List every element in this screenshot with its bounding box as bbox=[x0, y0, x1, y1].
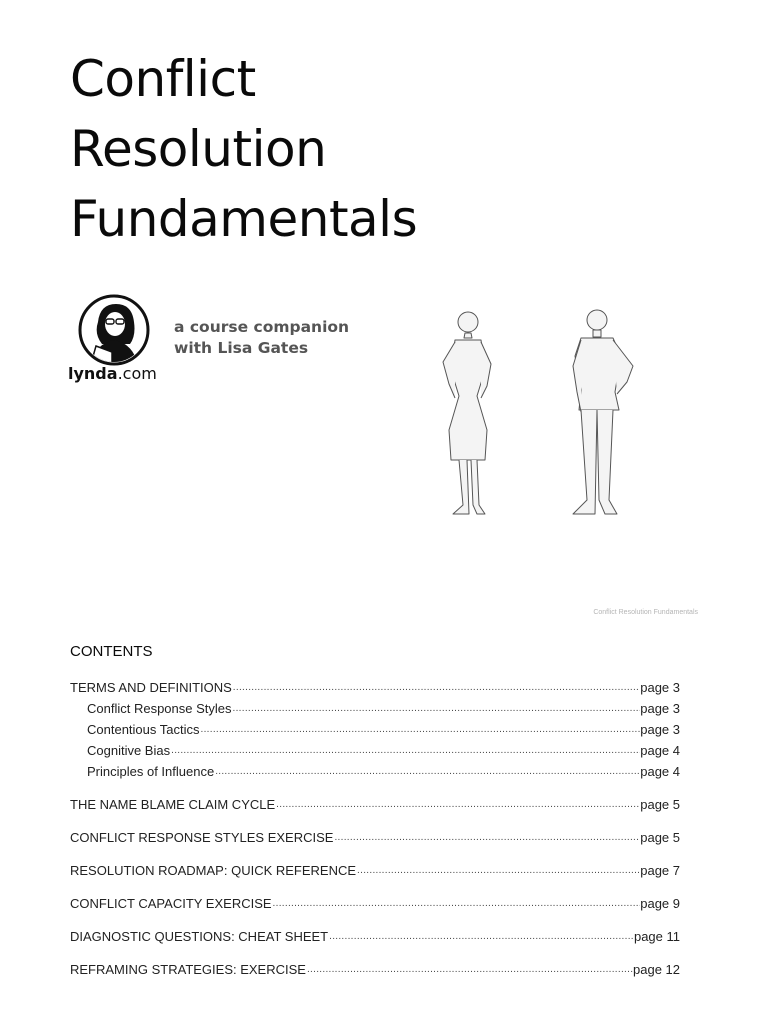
toc-entry-label: RESOLUTION ROADMAP: QUICK REFERENCE bbox=[70, 863, 357, 878]
logo-wordmark bbox=[68, 364, 168, 383]
toc-page-number: page 7 bbox=[640, 863, 680, 878]
toc-subentry[interactable] bbox=[70, 761, 680, 782]
logo-suffix: .com bbox=[117, 364, 157, 383]
toc-leader-dots bbox=[328, 926, 634, 947]
toc-page-number: page 9 bbox=[640, 896, 680, 911]
toc-entry[interactable] bbox=[70, 926, 680, 947]
toc-leader-dots bbox=[214, 761, 640, 782]
contents-heading: CONTENTS bbox=[70, 643, 153, 660]
title-line: Conflict bbox=[70, 50, 256, 108]
toc-page-number: page 3 bbox=[640, 722, 680, 737]
toc-page-number: page 5 bbox=[640, 797, 680, 812]
running-header: Conflict Resolution Fundamentals bbox=[593, 609, 698, 616]
toc-page-number: page 11 bbox=[633, 929, 680, 944]
toc-entry[interactable] bbox=[70, 827, 680, 848]
companion-line: a course companion bbox=[174, 318, 350, 336]
toc-leader-dots bbox=[232, 677, 640, 698]
toc-entry-label: Principles of Influence bbox=[87, 764, 215, 779]
logo-brand: lynda bbox=[68, 364, 118, 383]
toc-entry[interactable] bbox=[70, 794, 680, 815]
table-of-contents bbox=[70, 677, 680, 980]
toc-leader-dots bbox=[232, 698, 641, 719]
toc-leader-dots bbox=[333, 827, 640, 848]
toc-entry-label: CONFLICT CAPACITY EXERCISE bbox=[70, 896, 272, 911]
toc-entry[interactable] bbox=[70, 677, 680, 698]
toc-page-number: page 5 bbox=[640, 830, 680, 845]
toc-entry-label: DIAGNOSTIC QUESTIONS: CHEAT SHEET bbox=[70, 929, 329, 944]
toc-leader-dots bbox=[356, 860, 640, 881]
toc-leader-dots bbox=[170, 740, 640, 761]
toc-page-number: page 4 bbox=[640, 743, 680, 758]
reader-emblem-icon bbox=[78, 294, 150, 366]
toc-entry[interactable] bbox=[70, 860, 680, 881]
companion-line: with Lisa Gates bbox=[174, 339, 309, 357]
toc-leader-dots bbox=[306, 959, 633, 980]
toc-entry-label: TERMS AND DEFINITIONS bbox=[70, 680, 232, 695]
toc-subentry[interactable] bbox=[70, 698, 680, 719]
toc-entry-label: REFRAMING STRATEGIES: EXERCISE bbox=[70, 962, 306, 977]
toc-page-number: page 3 bbox=[640, 701, 680, 716]
toc-entry[interactable] bbox=[70, 893, 680, 914]
standing-figures-illustration bbox=[395, 300, 645, 530]
toc-entry[interactable] bbox=[70, 959, 680, 980]
toc-entry-label: Cognitive Bias bbox=[87, 743, 171, 758]
toc-leader-dots bbox=[272, 893, 641, 914]
document-title bbox=[70, 44, 417, 254]
toc-subentry[interactable] bbox=[70, 719, 680, 740]
course-companion-subtitle bbox=[174, 317, 349, 359]
toc-subentry[interactable] bbox=[70, 740, 680, 761]
title-line: Fundamentals bbox=[70, 190, 418, 248]
toc-entry-label: Conflict Response Styles bbox=[87, 701, 232, 716]
toc-leader-dots bbox=[200, 719, 641, 740]
toc-entry-label: Contentious Tactics bbox=[87, 722, 200, 737]
toc-leader-dots bbox=[275, 794, 640, 815]
toc-page-number: page 4 bbox=[640, 764, 680, 779]
toc-entry-label: CONFLICT RESPONSE STYLES EXERCISE bbox=[70, 830, 334, 845]
toc-page-number: page 12 bbox=[633, 962, 680, 977]
toc-page-number: page 3 bbox=[640, 680, 680, 695]
title-line: Resolution bbox=[70, 120, 327, 178]
lynda-logo bbox=[68, 294, 160, 386]
toc-entry-label: THE NAME BLAME CLAIM CYCLE bbox=[70, 797, 276, 812]
